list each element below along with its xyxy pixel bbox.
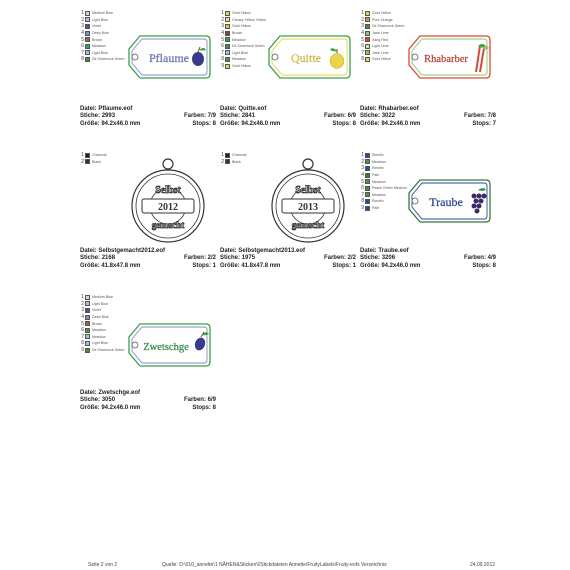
thread-swatch xyxy=(78,23,138,30)
stop-count: 8 xyxy=(212,404,216,411)
swatch-number: 4 xyxy=(81,314,84,321)
stitch-count: 1975 xyxy=(241,255,256,262)
design-card-zwetschge xyxy=(78,294,216,414)
swatch-number: 8 xyxy=(81,56,84,63)
design-card-rhabarber xyxy=(358,10,496,130)
color-chip xyxy=(225,159,230,164)
thread-swatch xyxy=(218,17,278,24)
color-chip xyxy=(225,31,230,36)
swatch-number: 1 xyxy=(81,152,84,159)
design-info: Datei: Zwetschge.eof Stiche: 3050 Farben: 6/9 Größe: 94.2x46.0 mm Stops: 8 xyxy=(80,390,216,411)
color-chip xyxy=(365,17,370,22)
swatch-number: 3 xyxy=(361,165,364,172)
color-chip xyxy=(85,24,90,29)
swatch-number: 2 xyxy=(361,158,364,165)
zwetschge-tag-design xyxy=(126,320,212,370)
thread-name: Deep Blue xyxy=(92,315,109,320)
grape-icon xyxy=(472,188,487,214)
swatch-number: 2 xyxy=(81,158,84,165)
tag-text: Rhabarber xyxy=(424,54,468,65)
swatch-number: 1 xyxy=(81,10,84,17)
medallion-top-text: Selbst xyxy=(155,185,181,196)
color-chip xyxy=(85,11,90,16)
color-chip xyxy=(365,50,370,55)
plum-icon xyxy=(192,47,206,66)
color-chip xyxy=(85,301,90,306)
thread-swatch xyxy=(78,17,138,24)
color-chip xyxy=(85,348,90,353)
swatch-number: 3 xyxy=(221,23,224,30)
thread-name: Meadow xyxy=(372,179,386,184)
color-chip xyxy=(85,159,90,164)
thread-name: Meadow xyxy=(232,37,246,42)
swatch-number: 1 xyxy=(361,152,364,159)
color-count: 7/9 xyxy=(207,113,216,120)
thread-name: Brown xyxy=(92,321,103,326)
swatch-number: 6 xyxy=(361,43,364,50)
thread-name: Medium Blue xyxy=(92,11,113,16)
swatch-number: 4 xyxy=(221,30,224,37)
color-chip xyxy=(365,166,370,171)
thread-name: Gold Yellow xyxy=(372,11,391,16)
swatch-number: 3 xyxy=(81,23,84,30)
swatch-number: 9 xyxy=(361,205,364,212)
swatch-number: 5 xyxy=(361,178,364,185)
thread-name: Gold Yellow xyxy=(232,24,251,29)
thread-name: Electric xyxy=(372,199,384,204)
stitch-count: 3206 xyxy=(381,255,396,262)
color-chip xyxy=(225,17,230,22)
thread-name: Pale xyxy=(372,173,380,178)
stitch-count: 2168 xyxy=(101,255,116,262)
thread-name: Light Lime xyxy=(372,44,389,49)
stop-count: 7 xyxy=(492,120,496,127)
thread-name: Brown xyxy=(232,31,243,36)
swatch-number: 8 xyxy=(221,56,224,63)
design-size: 94.2x46.0 mm xyxy=(101,404,141,411)
swatch-number: 4 xyxy=(361,172,364,179)
swatch-number: 4 xyxy=(81,30,84,37)
swatch-number: 1 xyxy=(221,10,224,17)
stitch-count: 3050 xyxy=(101,397,116,404)
color-chip xyxy=(225,37,230,42)
thread-name: Meadow xyxy=(92,328,106,333)
design-card-traube xyxy=(358,152,496,272)
page-footer xyxy=(0,562,570,570)
design-info: Datei: Selbstgemacht2013.eof Stiche: 1975 Farben: 2/2 Größe: 41.8x47.8 mm Stops: 1 xyxy=(220,248,356,269)
swatch-number: 2 xyxy=(81,16,84,23)
swatch-number: 6 xyxy=(361,185,364,192)
thread-swatch xyxy=(78,301,138,308)
stop-count: 8 xyxy=(492,262,496,269)
thread-name: Pastel Green Medium xyxy=(372,186,407,191)
color-chip xyxy=(85,50,90,55)
color-count: 4/9 xyxy=(487,255,496,262)
color-chip xyxy=(365,199,370,204)
swatch-number: 9 xyxy=(221,63,224,70)
swatch-number: 3 xyxy=(361,23,364,30)
thread-name: Charcoal xyxy=(232,153,247,158)
color-chip xyxy=(85,295,90,300)
thread-name: Light Blue xyxy=(92,50,108,55)
color-chip xyxy=(225,50,230,55)
tag-text: Traube xyxy=(429,195,463,209)
swatch-number: 8 xyxy=(81,340,84,347)
design-size: 94.2x46.0 mm xyxy=(101,120,141,127)
page-number: Seite 2 von 2 xyxy=(88,562,118,568)
thread-name: Electric xyxy=(372,153,384,158)
thread-name: Violet xyxy=(92,308,101,313)
color-chip xyxy=(85,44,90,49)
thread-name: Meadow xyxy=(92,334,106,339)
thread-swatch xyxy=(358,152,418,159)
thread-name: Gold Yellow xyxy=(232,11,251,16)
design-size: 41.8x47.8 mm xyxy=(101,262,141,269)
thread-name: Light Blue xyxy=(92,17,108,22)
swatch-number: 6 xyxy=(81,43,84,50)
color-count: 7/8 xyxy=(487,113,496,120)
stop-count: 8 xyxy=(212,120,216,127)
swatch-number: 7 xyxy=(81,333,84,340)
design-size: 41.8x47.8 mm xyxy=(241,262,281,269)
design-info: Datei: Quitte.eof Stiche: 2841 Farben: 6/9 Größe: 94.2x46.0 mm Stops: 8 xyxy=(220,106,356,127)
color-chip xyxy=(225,153,230,158)
thread-name: Pure Orange xyxy=(372,17,393,22)
color-chip xyxy=(85,328,90,333)
medallion-year: 2012 xyxy=(158,202,178,213)
color-chip xyxy=(85,31,90,36)
thread-name: Meadow xyxy=(232,57,246,62)
swatch-number: 5 xyxy=(361,36,364,43)
tag-text: Pflaume xyxy=(149,51,189,65)
swatch-number: 5 xyxy=(221,36,224,43)
design-size: 94.2x46.0 mm xyxy=(381,262,421,269)
traube-tag-design xyxy=(406,176,492,226)
thread-swatch xyxy=(78,10,138,17)
color-count: 6/9 xyxy=(207,397,216,404)
thread-name: Light Blue xyxy=(92,341,108,346)
design-info: Datei: Pflaume.eof Stiche: 2993 Farben: 7/9 Größe: 94.2x46.0 mm Stops: 8 xyxy=(80,106,216,127)
color-chip xyxy=(225,44,230,49)
thread-name: Jade Lime xyxy=(372,31,389,36)
color-chip xyxy=(365,31,370,36)
thread-name: Dk Shamrock Green xyxy=(232,44,265,49)
selbstgemacht-2013-medallion xyxy=(268,154,348,246)
color-chip xyxy=(85,321,90,326)
thread-name: Black xyxy=(92,159,101,164)
swatch-number: 1 xyxy=(221,152,224,159)
color-chip xyxy=(85,308,90,313)
file-name: Zwetschge.eof xyxy=(98,390,141,396)
swatch-number: 2 xyxy=(221,16,224,23)
thread-name: Meadow xyxy=(372,192,386,197)
swatch-number: 1 xyxy=(361,10,364,17)
thread-name: Pale xyxy=(372,206,380,211)
color-chip xyxy=(365,206,370,211)
thread-name: Light Blue xyxy=(92,301,108,306)
stop-count: 8 xyxy=(352,120,356,127)
file-name: Traube.eof xyxy=(378,248,409,254)
color-chip xyxy=(365,192,370,197)
thread-swatch xyxy=(358,10,418,17)
color-chip xyxy=(225,24,230,29)
source-path: Quelle: D:\010_annette\1 NÄHEN&Sticken\0Stickdateien Annette\FruityLabels\Fruity-eofs Verzeichnis xyxy=(162,562,387,568)
color-chip xyxy=(225,11,230,16)
color-chip xyxy=(85,153,90,158)
swatch-number: 2 xyxy=(81,300,84,307)
design-size: 94.2x46.0 mm xyxy=(381,120,421,127)
swatch-number: 6 xyxy=(81,327,84,334)
swatch-number: 2 xyxy=(221,158,224,165)
thread-swatch xyxy=(358,23,418,30)
tag-text: Zwetschge xyxy=(143,342,189,353)
file-name: Rhabarber.eof xyxy=(378,106,419,112)
color-chip xyxy=(365,37,370,42)
swatch-number: 8 xyxy=(361,198,364,205)
thread-swatch xyxy=(358,17,418,24)
design-info: Datei: Traube.eof Stiche: 3206 Farben: 4/9 Größe: 94.2x46.0 mm Stops: 8 xyxy=(360,248,496,269)
color-chip xyxy=(365,186,370,191)
color-chip xyxy=(225,64,230,69)
color-chip xyxy=(85,341,90,346)
quitte-tag-design xyxy=(266,32,352,82)
thread-name: Jade Lime xyxy=(372,50,389,55)
design-info: Datei: Rhabarber.eof Stiche: 3022 Farben: 7/8 Größe: 94.2x46.0 mm Stops: 7 xyxy=(360,106,496,127)
color-chip xyxy=(85,57,90,62)
thread-name: Xang Red xyxy=(372,37,388,42)
color-count: 6/9 xyxy=(347,113,356,120)
swatch-number: 5 xyxy=(81,320,84,327)
swatch-number: 8 xyxy=(361,56,364,63)
medallion-bottom-text: gemacht xyxy=(151,220,185,230)
color-chip xyxy=(85,17,90,22)
thread-name: Charcoal xyxy=(92,153,107,158)
swatch-number: 5 xyxy=(81,36,84,43)
thread-name: Dk Shamrock Green xyxy=(92,348,125,353)
color-count: 2/2 xyxy=(347,255,356,262)
color-chip xyxy=(365,159,370,164)
file-name: Selbstgemacht2013.eof xyxy=(238,248,306,254)
thread-name: Light Blue xyxy=(232,50,248,55)
design-card-quitte xyxy=(218,10,356,130)
selbstgemacht-2012-medallion xyxy=(128,154,208,246)
swatch-number: 7 xyxy=(361,49,364,56)
color-chip xyxy=(365,24,370,29)
design-card-selbstgemacht-2013 xyxy=(218,152,356,272)
print-date: 24.09.2012 xyxy=(470,562,496,568)
design-size: 94.2x46.0 mm xyxy=(241,120,281,127)
thread-swatch xyxy=(358,165,418,172)
design-card-pflaume xyxy=(78,10,216,130)
thread-swatch xyxy=(218,10,278,17)
medallion-year: 2013 xyxy=(298,202,318,213)
thread-name: Meadow xyxy=(92,44,106,49)
color-chip xyxy=(365,11,370,16)
swatch-number: 9 xyxy=(81,347,84,354)
tag-text: Quitte xyxy=(291,51,321,65)
stitch-count: 2993 xyxy=(101,113,116,120)
file-name: Quitte.eof xyxy=(238,106,267,112)
thread-name: Gold Yellow xyxy=(372,57,391,62)
pflaume-tag-design xyxy=(126,32,212,82)
color-chip xyxy=(85,334,90,339)
swatch-number: 1 xyxy=(81,294,84,301)
thread-name: Dk Shamrock Green xyxy=(92,57,125,62)
swatch-number: 7 xyxy=(81,49,84,56)
swatch-number: 3 xyxy=(81,307,84,314)
thread-name: Brown xyxy=(92,37,103,42)
color-chip xyxy=(85,37,90,42)
thread-name: Gold Yellow xyxy=(232,64,251,69)
color-chip xyxy=(225,57,230,62)
color-chip xyxy=(365,44,370,49)
rhabarber-tag-design xyxy=(406,32,492,82)
thread-swatch xyxy=(78,294,138,301)
color-chip xyxy=(85,315,90,320)
swatch-number: 2 xyxy=(361,16,364,23)
thread-swatch xyxy=(358,159,418,166)
thread-name: Meadow xyxy=(372,159,386,164)
color-chip xyxy=(365,173,370,178)
thread-name: Dk Shamrock Green xyxy=(372,24,405,29)
design-card-selbstgemacht-2012 xyxy=(78,152,216,272)
stop-count: 1 xyxy=(212,262,216,269)
thread-name: Black xyxy=(232,159,241,164)
medallion-top-text: Selbst xyxy=(295,185,321,196)
color-chip xyxy=(365,179,370,184)
medallion-bottom-text: gemacht xyxy=(291,220,325,230)
thread-name: Medium Blue xyxy=(92,295,113,300)
thread-name: Canary Yellow Yellow xyxy=(232,17,266,22)
swatch-number: 7 xyxy=(221,49,224,56)
color-count: 2/2 xyxy=(207,255,216,262)
color-chip xyxy=(365,153,370,158)
swatch-number: 7 xyxy=(361,191,364,198)
color-chip xyxy=(365,57,370,62)
design-info: Datei: Selbstgemacht2012.eof Stiche: 2168 Farben: 2/2 Größe: 41.8x47.8 mm Stops: 1 xyxy=(80,248,216,269)
file-name: Pflaume.eof xyxy=(98,106,133,112)
swatch-number: 6 xyxy=(221,43,224,50)
thread-swatch xyxy=(78,307,138,314)
stitch-count: 2841 xyxy=(241,113,256,120)
quince-icon xyxy=(330,48,344,68)
thread-name: Electric xyxy=(372,166,384,171)
stitch-count: 3022 xyxy=(381,113,396,120)
thread-name: Violet xyxy=(92,24,101,29)
file-name: Selbstgemacht2012.eof xyxy=(98,248,166,254)
thread-swatch xyxy=(218,23,278,30)
stop-count: 1 xyxy=(352,262,356,269)
thread-name: Deep Blue xyxy=(92,31,109,36)
swatch-number: 4 xyxy=(361,30,364,37)
